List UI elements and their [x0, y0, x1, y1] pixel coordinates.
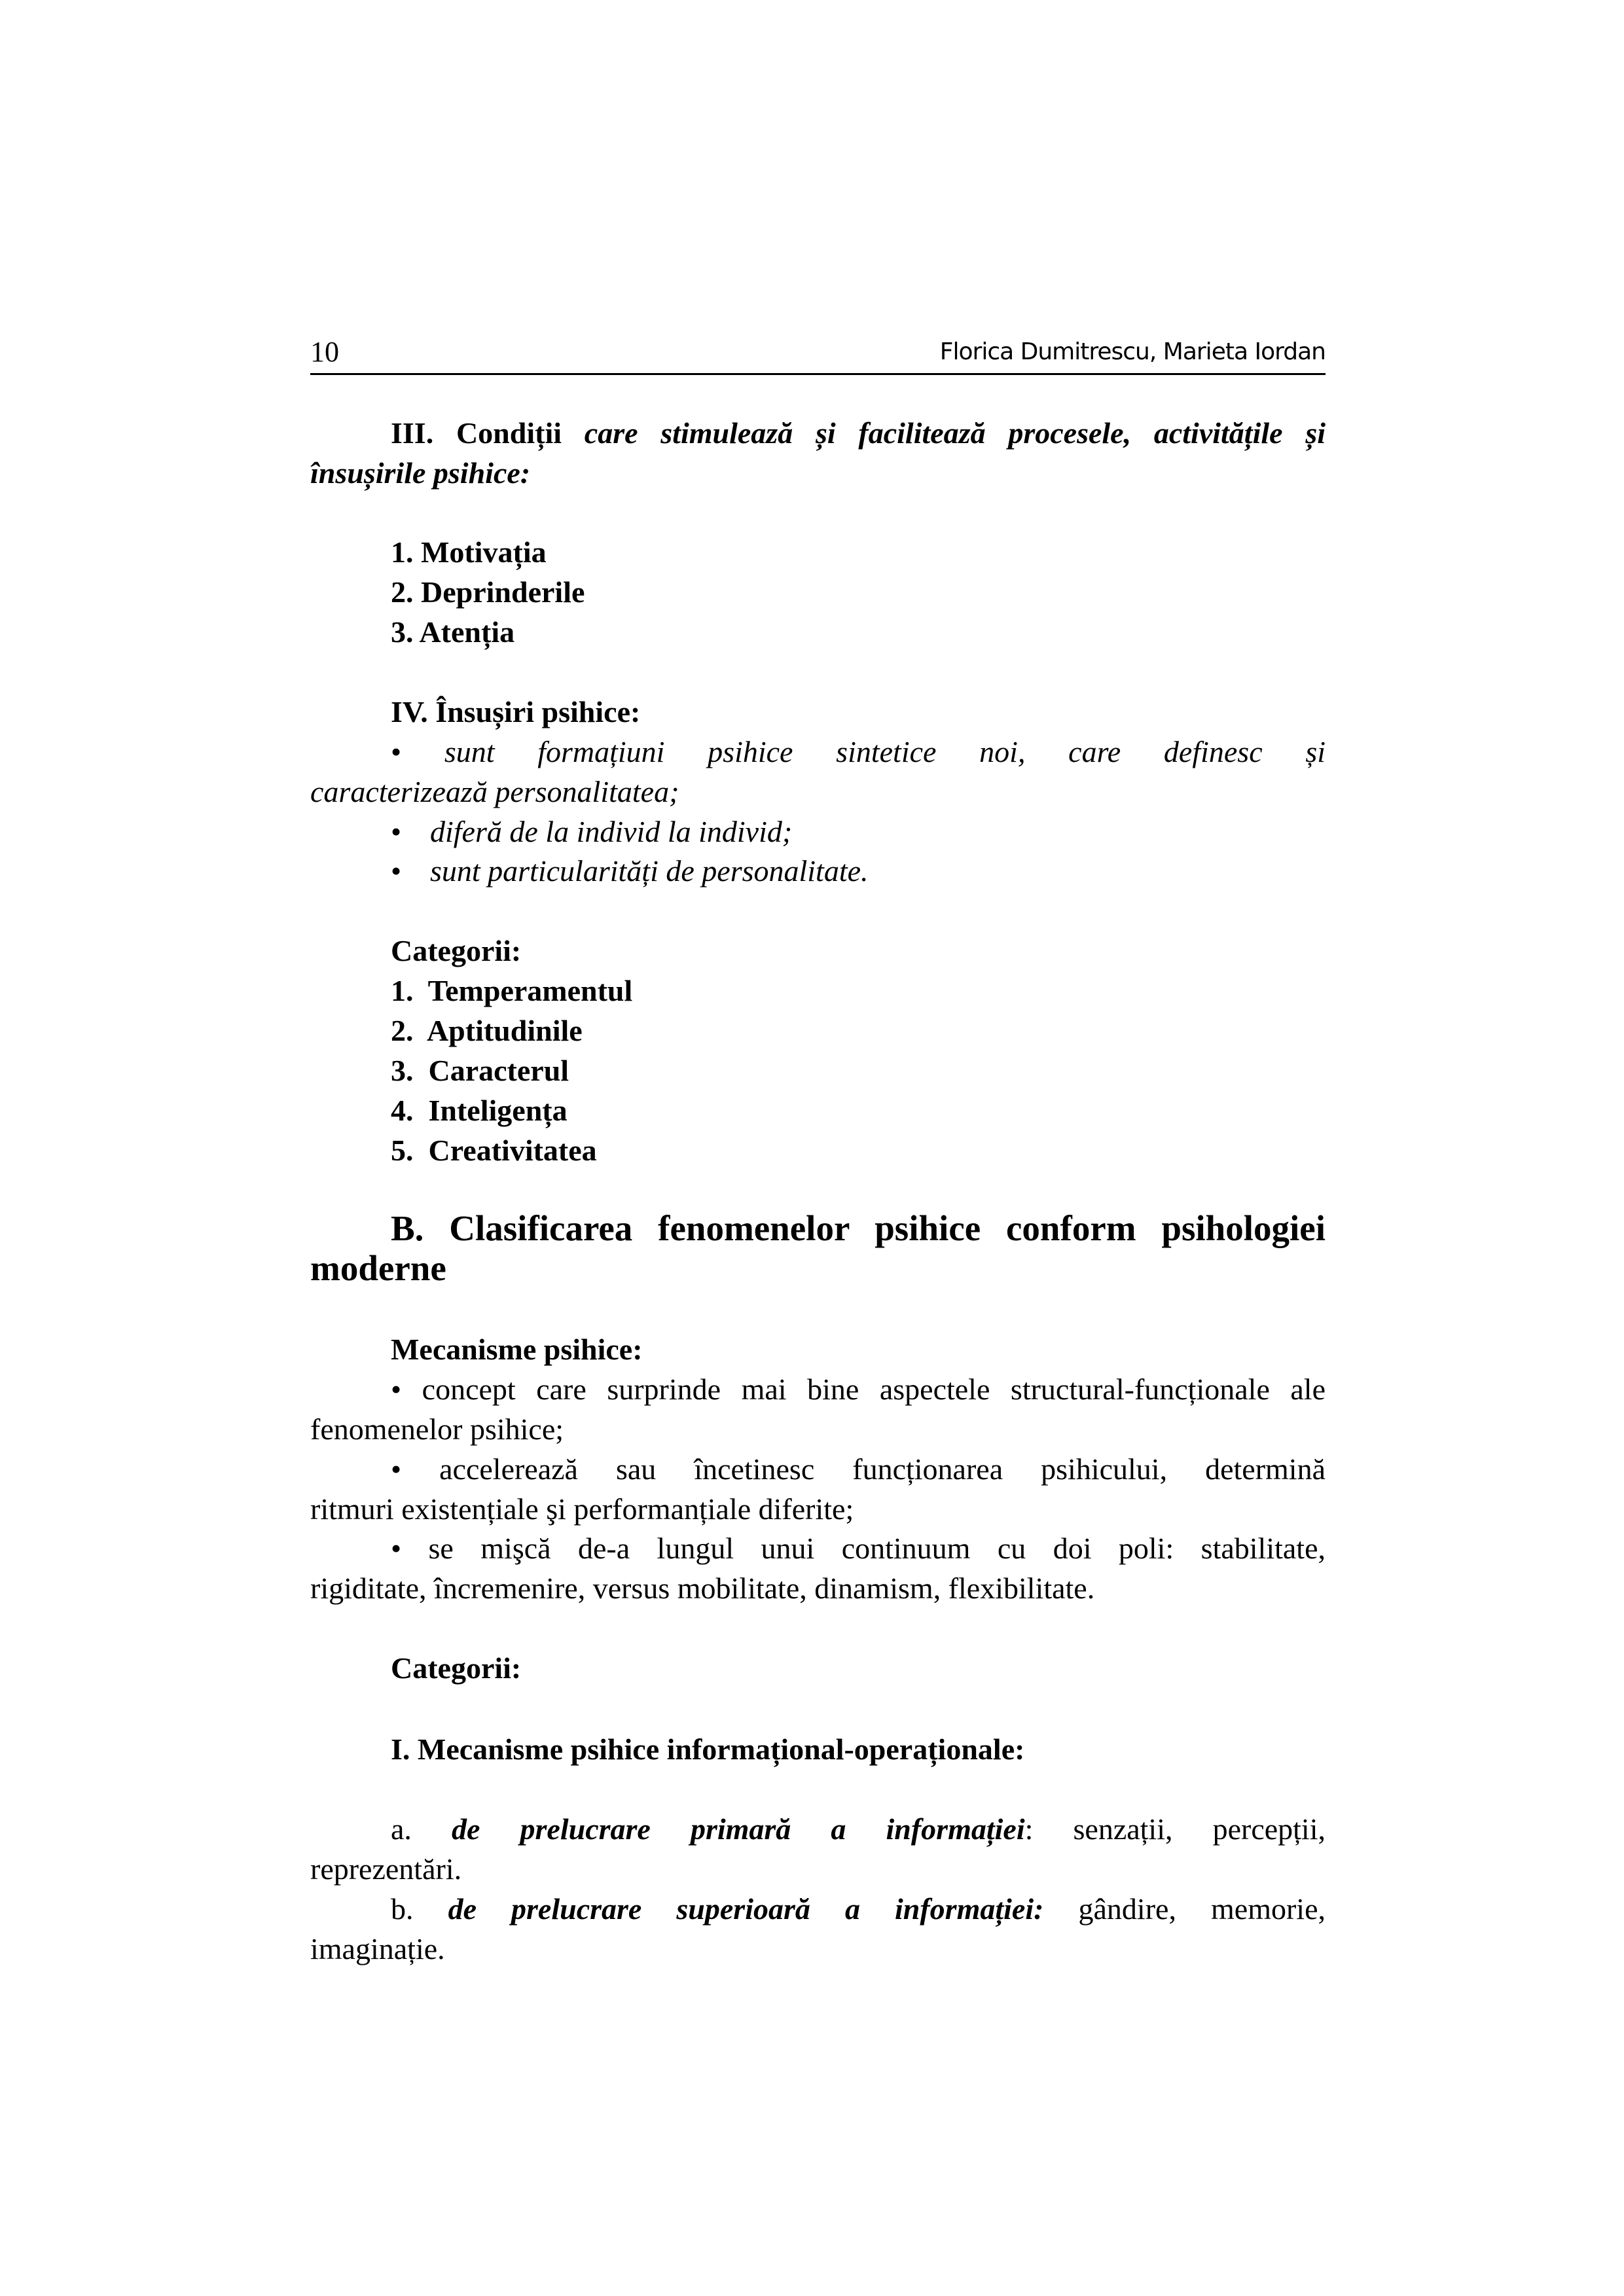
category-item: 3. Caracterul	[391, 1054, 569, 1087]
item-b-cont: imaginație.	[310, 1932, 445, 1965]
page-header	[310, 334, 1326, 370]
item-term: de prelucrare superioară a informației:	[448, 1892, 1044, 1926]
section-4-title: IV. Însușiri psihice:	[391, 695, 641, 728]
subheading: I. Mecanisme psihice informațional-operaționale:	[391, 1732, 1025, 1766]
section-3-title-italic: care stimulează și facilitează procesele, activitățile și	[584, 416, 1326, 450]
item-text: gândire, memorie,	[1043, 1892, 1326, 1926]
bullet-text: sunt particularități de personalitate.	[430, 854, 869, 888]
paragraph-cont: ritmuri existențiale şi performanțiale diferite;	[310, 1492, 854, 1526]
category-item: 5. Creativitatea	[391, 1134, 597, 1167]
category-item: 4. Inteligența	[391, 1094, 568, 1127]
bullet: •	[391, 815, 402, 848]
paragraph-text: concept care surprinde mai bine aspectele structural-funcționale ale	[422, 1372, 1326, 1406]
bullet: •	[391, 854, 402, 888]
mechanisms-label: Mecanisme psihice:	[391, 1333, 643, 1366]
item-term: de prelucrare primară a informației	[452, 1812, 1025, 1846]
paragraph-cont: fenomenelor psihice;	[310, 1412, 564, 1446]
list-item: 3. Atenția	[391, 615, 515, 649]
bullet-text: diferă de la individ la individ;	[430, 815, 793, 848]
item-prefix: b.	[391, 1892, 414, 1926]
bullet: •	[391, 1372, 402, 1406]
paragraph-cont: rigiditate, încremenire, versus mobilitate, dinamism, flexibilitate.	[310, 1571, 1095, 1605]
bullet-item	[391, 812, 1326, 852]
category-item: 1. Temperamentul	[391, 974, 633, 1007]
paragraph	[391, 1369, 1326, 1409]
bullet-text: sunt formațiuni psihice sintetice noi, care definesc și	[444, 735, 1326, 768]
item-a	[391, 1809, 1326, 1849]
bullet: •	[391, 1532, 402, 1565]
list-item: 1. Motivația	[391, 535, 547, 569]
bullet-item-cont: caracterizează personalitatea;	[310, 775, 679, 808]
section-3-title-bold: III. Condiții	[391, 416, 562, 450]
paragraph	[391, 1449, 1326, 1489]
categories-label: Categorii:	[391, 1651, 522, 1685]
bullet: •	[391, 735, 402, 768]
bullet: •	[391, 1452, 402, 1486]
item-prefix: a.	[391, 1812, 412, 1846]
running-head-authors: Florica Dumitrescu, Marieta Iordan	[939, 338, 1326, 365]
section-b-title: B. Clasificarea fenomenelor psihice conform psihologiei	[391, 1208, 1326, 1248]
categories-label: Categorii:	[391, 934, 522, 967]
section-3-title	[391, 413, 1326, 453]
category-item: 2. Aptitudinile	[391, 1014, 583, 1047]
bullet-item	[391, 851, 1326, 891]
item-a-cont: reprezentări.	[310, 1852, 462, 1886]
item-b	[391, 1889, 1326, 1929]
paragraph-text: se mişcă de-a lungul unui continuum cu doi poli: stabilitate,	[428, 1532, 1326, 1565]
list-item: 2. Deprinderile	[391, 575, 585, 609]
section-b-title-cont: moderne	[310, 1248, 446, 1288]
header-rule	[310, 373, 1326, 375]
page-number: 10	[310, 336, 339, 368]
item-text: : senzații, percepții,	[1024, 1812, 1326, 1846]
paragraph-text: accelerează sau încetinesc funcționarea psihicului, determină	[439, 1452, 1326, 1486]
bullet-item	[391, 732, 1326, 772]
paragraph	[391, 1528, 1326, 1568]
section-3-title-cont: însușirile psihice:	[310, 456, 531, 490]
